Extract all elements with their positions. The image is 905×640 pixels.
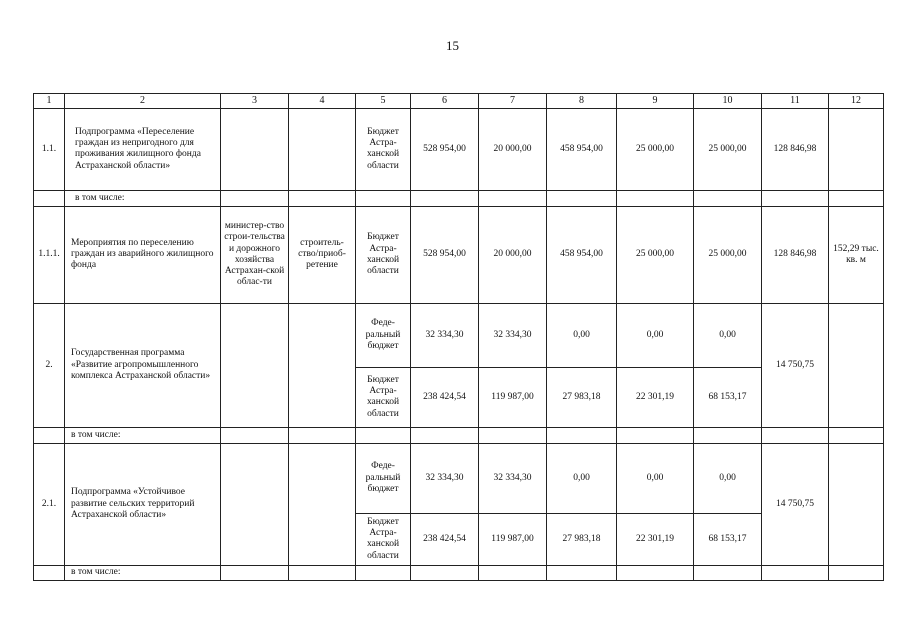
row-number: 2. bbox=[34, 303, 65, 427]
type-cell bbox=[289, 303, 356, 427]
funding-source: Бюджет Астра-ханской области bbox=[356, 206, 411, 303]
funding-source: Бюджет Астра-ханской области bbox=[356, 367, 411, 427]
empty-cell bbox=[411, 427, 479, 443]
value-cell: 14 750,75 bbox=[762, 303, 829, 427]
value-cell: 0,00 bbox=[694, 443, 762, 513]
subtotal-row bbox=[34, 190, 884, 206]
empty-cell bbox=[617, 565, 694, 580]
row-name: Государственная программа «Развитие агропромышленного комплекса Астраханской области» bbox=[65, 303, 221, 427]
column-header: 1 bbox=[34, 94, 65, 109]
empty-cell bbox=[289, 190, 356, 206]
value-cell: 528 954,00 bbox=[411, 108, 479, 190]
column-header: 2 bbox=[65, 94, 221, 109]
empty-cell bbox=[829, 190, 884, 206]
row-number: 2.1. bbox=[34, 443, 65, 565]
executor-cell bbox=[221, 443, 289, 565]
column-header: 5 bbox=[356, 94, 411, 109]
subtotal-label: в том числе: bbox=[65, 190, 221, 206]
funding-source: Бюджет Астра-ханской области bbox=[356, 108, 411, 190]
row-number: 1.1.1. bbox=[34, 206, 65, 303]
column-header: 9 bbox=[617, 94, 694, 109]
empty-cell bbox=[356, 427, 411, 443]
value-cell: 25 000,00 bbox=[617, 108, 694, 190]
page-number: 15 bbox=[446, 38, 459, 53]
value-cell: 20 000,00 bbox=[479, 206, 547, 303]
column-header: 7 bbox=[479, 94, 547, 109]
type-cell bbox=[289, 443, 356, 565]
value-cell: 0,00 bbox=[547, 443, 617, 513]
row-name: Подпрограмма «Устойчивое развитие сельских территорий Астраханской области» bbox=[65, 443, 221, 565]
value-cell: 27 983,18 bbox=[547, 513, 617, 565]
value-cell: 25 000,00 bbox=[617, 206, 694, 303]
type-cell bbox=[289, 108, 356, 190]
empty-cell bbox=[411, 565, 479, 580]
value-cell bbox=[829, 108, 884, 190]
funding-source: Феде-ральный бюджет bbox=[356, 303, 411, 367]
executor-cell: министер-ство строи-тельства и дорожного хозяйства Астрахан-ской облас-ти bbox=[221, 206, 289, 303]
value-cell: 27 983,18 bbox=[547, 367, 617, 427]
empty-cell bbox=[34, 427, 65, 443]
empty-cell bbox=[694, 565, 762, 580]
value-cell: 68 153,17 bbox=[694, 367, 762, 427]
column-header: 4 bbox=[289, 94, 356, 109]
value-cell: 22 301,19 bbox=[617, 367, 694, 427]
empty-cell bbox=[34, 190, 65, 206]
column-header: 3 bbox=[221, 94, 289, 109]
empty-cell bbox=[289, 427, 356, 443]
value-cell: 25 000,00 bbox=[694, 206, 762, 303]
value-cell: 22 301,19 bbox=[617, 513, 694, 565]
funding-source: Бюджет Астра-ханской области bbox=[356, 513, 411, 565]
empty-cell bbox=[694, 190, 762, 206]
row-number: 1.1. bbox=[34, 108, 65, 190]
column-header: 12 bbox=[829, 94, 884, 109]
value-cell: 32 334,30 bbox=[411, 443, 479, 513]
executor-cell bbox=[221, 108, 289, 190]
column-header: 6 bbox=[411, 94, 479, 109]
value-cell: 0,00 bbox=[694, 303, 762, 367]
funding-source: Феде-ральный бюджет bbox=[356, 443, 411, 513]
value-cell: 20 000,00 bbox=[479, 108, 547, 190]
empty-cell bbox=[694, 427, 762, 443]
budget-table bbox=[33, 93, 884, 581]
executor-cell bbox=[221, 303, 289, 427]
subtotal-label: в том числе: bbox=[65, 565, 221, 580]
header-row bbox=[34, 94, 884, 109]
value-cell: 238 424,54 bbox=[411, 367, 479, 427]
value-cell: 528 954,00 bbox=[411, 206, 479, 303]
empty-cell bbox=[547, 427, 617, 443]
value-cell: 68 153,17 bbox=[694, 513, 762, 565]
column-header: 11 bbox=[762, 94, 829, 109]
value-cell: 128 846,98 bbox=[762, 206, 829, 303]
empty-cell bbox=[411, 190, 479, 206]
empty-cell bbox=[289, 565, 356, 580]
table-row bbox=[34, 443, 884, 513]
empty-cell bbox=[762, 190, 829, 206]
table-row bbox=[34, 303, 884, 367]
empty-cell bbox=[829, 427, 884, 443]
empty-cell bbox=[221, 427, 289, 443]
empty-cell bbox=[479, 190, 547, 206]
value-cell: 458 954,00 bbox=[547, 108, 617, 190]
empty-cell bbox=[34, 565, 65, 580]
value-cell: 32 334,30 bbox=[479, 303, 547, 367]
empty-cell bbox=[829, 565, 884, 580]
empty-cell bbox=[762, 427, 829, 443]
empty-cell bbox=[547, 190, 617, 206]
empty-cell bbox=[547, 565, 617, 580]
value-cell: 0,00 bbox=[617, 443, 694, 513]
column-header: 8 bbox=[547, 94, 617, 109]
empty-cell bbox=[221, 565, 289, 580]
value-cell: 119 987,00 bbox=[479, 367, 547, 427]
subtotal-label: в том числе: bbox=[65, 427, 221, 443]
empty-cell bbox=[479, 565, 547, 580]
value-cell: 238 424,54 bbox=[411, 513, 479, 565]
empty-cell bbox=[221, 190, 289, 206]
subtotal-row bbox=[34, 565, 884, 580]
result-cell bbox=[829, 443, 884, 565]
row-name: Подпрограмма «Переселение граждан из непригодного для проживания жилищного фонда Астраханской области» bbox=[65, 108, 221, 190]
value-cell: 119 987,00 bbox=[479, 513, 547, 565]
type-cell: строитель-ство/приоб-ретение bbox=[289, 206, 356, 303]
value-cell: 128 846,98 bbox=[762, 108, 829, 190]
empty-cell bbox=[356, 190, 411, 206]
subtotal-row bbox=[34, 427, 884, 443]
value-cell: 458 954,00 bbox=[547, 206, 617, 303]
empty-cell bbox=[356, 565, 411, 580]
value-cell: 32 334,30 bbox=[479, 443, 547, 513]
value-cell: 14 750,75 bbox=[762, 443, 829, 565]
empty-cell bbox=[617, 427, 694, 443]
value-cell: 25 000,00 bbox=[694, 108, 762, 190]
value-cell: 0,00 bbox=[617, 303, 694, 367]
empty-cell bbox=[762, 565, 829, 580]
result-cell: 152,29 тыс. кв. м bbox=[829, 206, 884, 303]
value-cell: 32 334,30 bbox=[411, 303, 479, 367]
table-row bbox=[34, 206, 884, 303]
value-cell: 0,00 bbox=[547, 303, 617, 367]
empty-cell bbox=[617, 190, 694, 206]
empty-cell bbox=[479, 427, 547, 443]
table-row bbox=[34, 108, 884, 190]
result-cell bbox=[829, 303, 884, 427]
column-header: 10 bbox=[694, 94, 762, 109]
row-name: Мероприятия по переселению граждан из аварийного жилищного фонда bbox=[65, 206, 221, 303]
